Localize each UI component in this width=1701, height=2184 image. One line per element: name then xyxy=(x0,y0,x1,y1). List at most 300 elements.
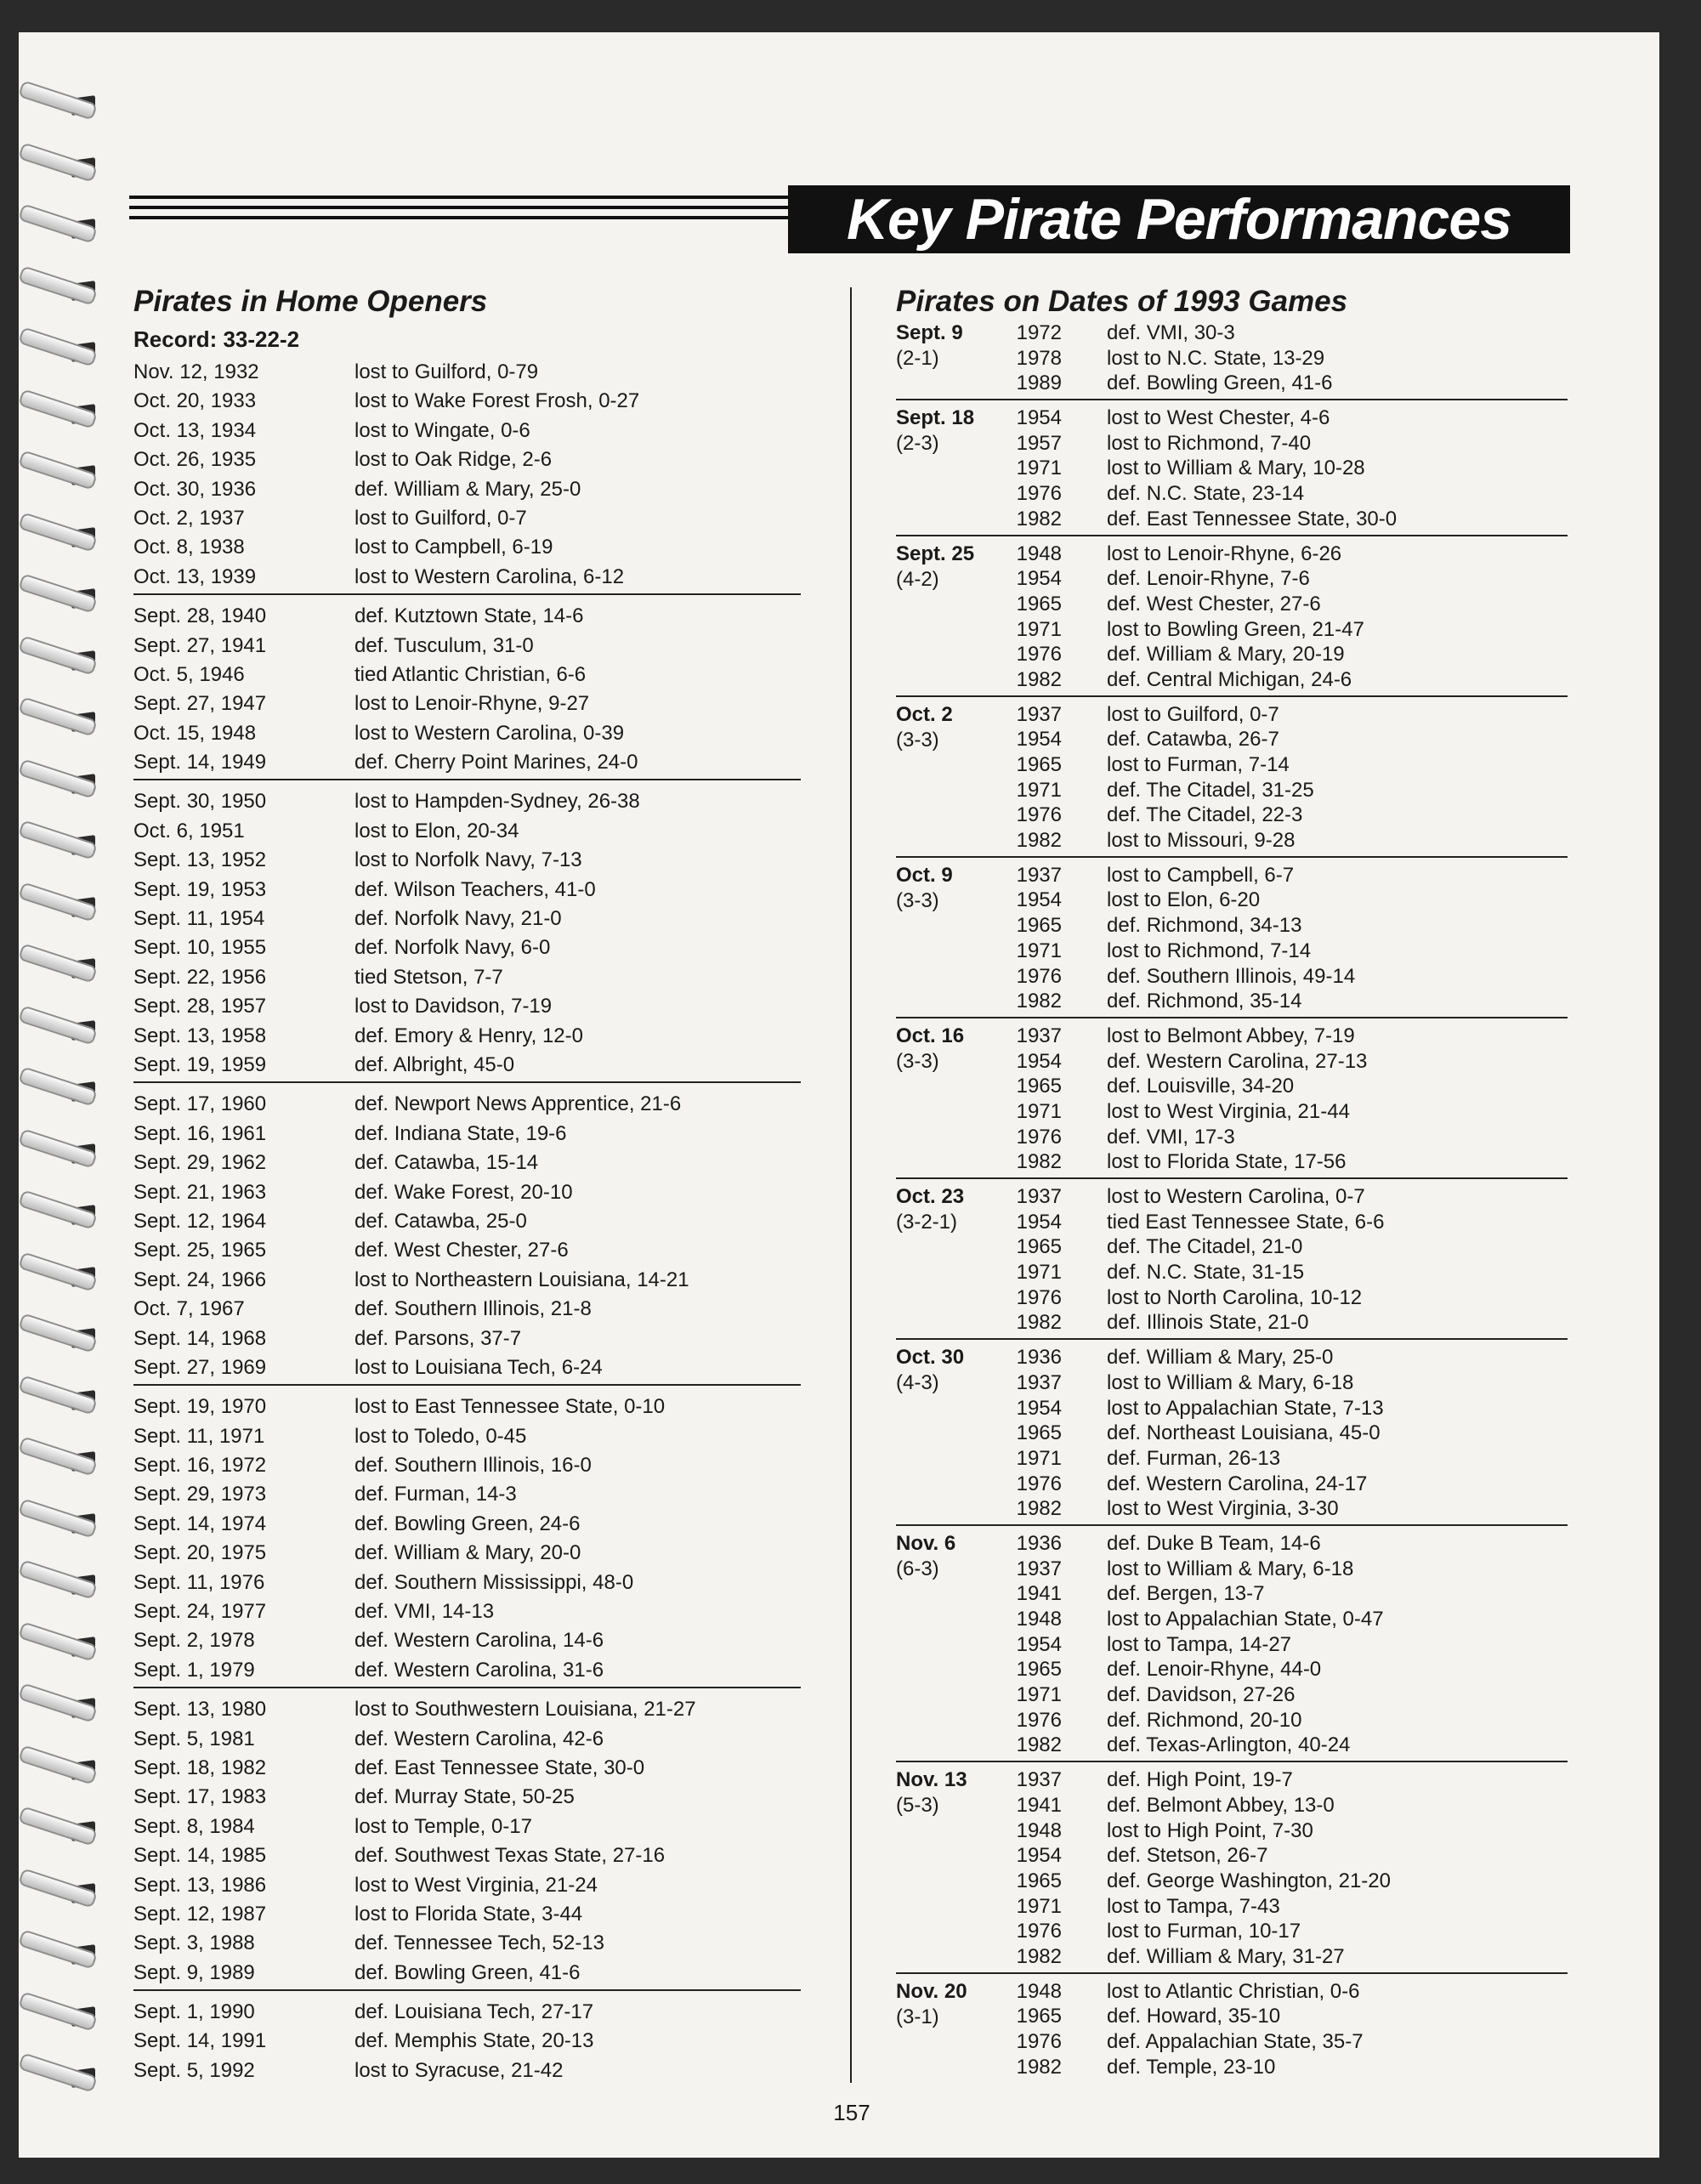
game-date: Sept. 13, 1952 xyxy=(133,848,267,872)
game-result: lost to Missouri, 9-28 xyxy=(1107,829,1296,853)
game-result: def. William & Mary, 25-0 xyxy=(1107,1346,1334,1370)
date-label: Nov. 13 xyxy=(896,1768,967,1792)
game-year: 1971 xyxy=(1016,1099,1062,1123)
game-year: 1982 xyxy=(1016,1733,1062,1757)
game-result: lost to Florida State, 17-56 xyxy=(1107,1150,1347,1174)
game-result: def. Emory & Henry, 12-0 xyxy=(354,1024,583,1047)
game-result: def. Northeast Louisiana, 45-0 xyxy=(1107,1421,1381,1445)
game-year: 1982 xyxy=(1016,990,1062,1013)
game-year: 1982 xyxy=(1016,507,1062,530)
home-opener-row xyxy=(133,1725,801,1754)
game-result: def. Howard, 35-10 xyxy=(1107,2005,1281,2028)
date-game-row xyxy=(998,1396,1568,1421)
game-result: def. Memphis State, 20-13 xyxy=(354,2029,594,2053)
game-date: Sept. 1, 1990 xyxy=(133,2000,255,2024)
game-result: def. Duke B Team, 14-6 xyxy=(1107,1531,1321,1555)
date-game-row xyxy=(998,1818,1568,1844)
home-opener-row xyxy=(133,876,801,905)
date-record: (5-3) xyxy=(896,1794,939,1818)
game-year: 1954 xyxy=(1016,1844,1062,1868)
game-result: lost to N.C. State, 13-29 xyxy=(1107,346,1325,370)
home-opener-row xyxy=(133,719,801,748)
binding-ring xyxy=(19,1748,97,1790)
date-game-row xyxy=(998,1099,1568,1125)
date-record: (2-1) xyxy=(896,347,939,370)
game-result: def. Furman, 26-13 xyxy=(1107,1446,1281,1470)
binding-ring xyxy=(19,1132,97,1174)
game-result: def. Catawba, 25-0 xyxy=(354,1209,527,1233)
game-year: 1982 xyxy=(1016,1944,1062,1968)
game-result: def. Richmond, 34-13 xyxy=(1107,914,1302,938)
game-date: Sept. 19, 1953 xyxy=(133,877,267,901)
home-opener-row xyxy=(133,1569,801,1597)
date-game-row xyxy=(998,542,1568,567)
game-year: 1982 xyxy=(1016,829,1062,853)
date-game-row xyxy=(998,346,1568,372)
game-year: 1954 xyxy=(1016,888,1062,912)
game-year: 1957 xyxy=(1016,431,1062,455)
date-record: (2-3) xyxy=(896,432,939,456)
game-date: Sept. 14, 1991 xyxy=(133,2029,267,2053)
binding-ring xyxy=(19,145,97,188)
game-result: def. Lenoir-Rhyne, 7-6 xyxy=(1107,567,1310,591)
home-opener-row xyxy=(133,417,801,445)
date-games xyxy=(998,1767,1568,1970)
game-result: def. Stetson, 26-7 xyxy=(1107,1844,1268,1868)
game-result: def. VMI, 17-3 xyxy=(1107,1125,1235,1149)
date-game-row xyxy=(998,1919,1568,1944)
game-date: Sept. 27, 1941 xyxy=(133,633,267,657)
date-game-row xyxy=(998,2029,1568,2055)
date-game-row xyxy=(998,939,1568,964)
game-date: Sept. 25, 1965 xyxy=(133,1239,267,1262)
game-result: def. Western Carolina, 24-17 xyxy=(1107,1472,1368,1495)
date-group xyxy=(896,1184,1568,1340)
game-date: Sept. 11, 1971 xyxy=(133,1424,265,1448)
date-game-row xyxy=(998,406,1568,431)
game-date: Oct. 6, 1951 xyxy=(133,819,245,842)
binding-ring xyxy=(19,1501,97,1544)
game-result: def. Wilson Teachers, 41-0 xyxy=(354,877,596,901)
game-year: 1971 xyxy=(1016,1261,1062,1285)
date-group-label xyxy=(896,542,998,693)
binding-wire xyxy=(18,573,98,613)
date-game-row xyxy=(998,803,1568,828)
binding-wire xyxy=(18,882,98,922)
date-game-row xyxy=(998,828,1568,854)
binding-wire xyxy=(18,203,98,243)
binding-wire xyxy=(18,943,98,983)
binding-ring xyxy=(19,392,97,434)
date-game-row xyxy=(998,1531,1568,1557)
date-group-label xyxy=(896,1345,998,1522)
game-result: def. VMI, 14-13 xyxy=(354,1600,495,1624)
game-year: 1972 xyxy=(1016,321,1062,344)
date-game-row xyxy=(998,1285,1568,1311)
home-opener-row xyxy=(133,1393,801,1421)
home-opener-row xyxy=(133,533,801,562)
date-group-label xyxy=(896,702,998,854)
game-result: lost to Campbell, 6-7 xyxy=(1107,863,1295,887)
game-result: lost to Guilford, 0-7 xyxy=(1107,702,1279,726)
game-result: def. The Citadel, 21-0 xyxy=(1107,1235,1303,1259)
game-result: lost to Tampa, 14-27 xyxy=(1107,1632,1292,1656)
game-year: 1976 xyxy=(1016,1285,1062,1309)
date-game-row xyxy=(998,1446,1568,1472)
date-games xyxy=(998,702,1568,854)
date-group xyxy=(896,1024,1568,1179)
game-date: Oct. 5, 1946 xyxy=(133,662,245,686)
date-games xyxy=(998,863,1568,1014)
home-opener-row xyxy=(133,1422,801,1451)
date-game-row xyxy=(998,1210,1568,1235)
binding-wire xyxy=(18,1498,98,1538)
game-year: 1971 xyxy=(1016,617,1062,641)
game-date: Oct. 26, 1935 xyxy=(133,448,257,472)
game-date: Sept. 24, 1966 xyxy=(133,1268,267,1291)
game-result: lost to Hampden-Sydney, 26-38 xyxy=(354,790,640,814)
game-year: 1976 xyxy=(1016,803,1062,827)
home-opener-row xyxy=(133,1510,801,1539)
game-year: 1965 xyxy=(1016,1235,1062,1259)
binding-ring xyxy=(19,515,97,558)
binding-ring xyxy=(19,1008,97,1051)
home-opener-row xyxy=(133,1236,801,1265)
date-group xyxy=(896,702,1568,858)
binding-ring xyxy=(19,1378,97,1421)
date-game-row xyxy=(998,1370,1568,1396)
game-result: lost to Louisiana Tech, 6-24 xyxy=(354,1355,603,1379)
home-opener-row xyxy=(133,1149,801,1177)
binding-ring xyxy=(19,83,97,126)
binding-wire xyxy=(18,1251,98,1291)
date-game-row xyxy=(998,642,1568,667)
date-game-row xyxy=(998,667,1568,693)
game-year: 1954 xyxy=(1016,728,1062,752)
game-result: def. Southern Illinois, 21-8 xyxy=(354,1297,592,1321)
game-result: def. East Tennessee State, 30-0 xyxy=(1107,507,1398,530)
date-label: Oct. 16 xyxy=(896,1024,965,1047)
date-game-row xyxy=(998,481,1568,507)
date-game-row xyxy=(998,863,1568,888)
game-date: Sept. 8, 1984 xyxy=(133,1814,255,1838)
game-result: lost to Appalachian State, 7-13 xyxy=(1107,1396,1384,1420)
binding-wire xyxy=(18,142,98,182)
game-date: Sept. 13, 1980 xyxy=(133,1698,267,1722)
home-opener-row xyxy=(133,1480,801,1509)
game-result: def. Southern Illinois, 16-0 xyxy=(354,1454,592,1478)
date-group xyxy=(896,863,1568,1018)
home-opener-row xyxy=(133,905,801,933)
game-year: 1937 xyxy=(1016,1185,1062,1208)
date-group xyxy=(896,321,1568,400)
game-date: Sept. 27, 1969 xyxy=(133,1355,267,1379)
game-result: lost to Western Carolina, 0-39 xyxy=(354,721,625,745)
game-result: def. VMI, 30-3 xyxy=(1107,321,1235,344)
game-date: Oct. 8, 1938 xyxy=(133,536,245,559)
game-year: 1965 xyxy=(1016,753,1062,776)
binding-wire xyxy=(18,758,98,798)
game-result: lost to Norfolk Navy, 7-13 xyxy=(354,848,582,872)
home-opener-row xyxy=(133,992,801,1021)
date-games xyxy=(998,1531,1568,1758)
game-date: Sept. 17, 1983 xyxy=(133,1785,267,1809)
game-result: lost to Elon, 6-20 xyxy=(1107,888,1261,912)
game-year: 1937 xyxy=(1016,1768,1062,1792)
game-result: lost to Syracuse, 21-42 xyxy=(354,2058,564,2082)
game-result: lost to Lenoir-Rhyne, 9-27 xyxy=(354,692,590,716)
game-result: def. Tusculum, 31-0 xyxy=(354,633,534,657)
game-result: def. N.C. State, 23-14 xyxy=(1107,482,1305,506)
game-year: 1976 xyxy=(1016,1708,1062,1732)
game-date: Sept. 2, 1978 xyxy=(133,1629,255,1653)
game-result: def. Wake Forest, 20-10 xyxy=(354,1180,573,1204)
date-games xyxy=(998,1024,1568,1175)
game-result: def. George Washington, 21-20 xyxy=(1107,1869,1391,1892)
dates-1993-list xyxy=(896,321,1568,2082)
home-opener-row xyxy=(133,445,801,474)
header-rule-lines xyxy=(129,196,788,226)
game-result: lost to North Carolina, 10-12 xyxy=(1107,1285,1363,1309)
binding-wire xyxy=(18,1128,98,1168)
date-game-row xyxy=(998,507,1568,532)
home-opener-row xyxy=(133,632,801,661)
home-opener-row xyxy=(133,689,801,718)
date-game-row xyxy=(998,888,1568,913)
game-year: 1971 xyxy=(1016,939,1062,962)
home-opener-row xyxy=(133,933,801,962)
game-result: lost to Wingate, 0-6 xyxy=(354,418,530,442)
date-group xyxy=(896,1531,1568,1762)
home-opener-group xyxy=(133,1090,801,1386)
binding-wire xyxy=(18,1991,98,2031)
game-result: lost to Tampa, 7-43 xyxy=(1107,1894,1280,1918)
game-year: 1937 xyxy=(1016,863,1062,887)
game-result: lost to Temple, 0-17 xyxy=(354,1814,533,1838)
game-result: lost to Northeastern Louisiana, 14-21 xyxy=(354,1268,689,1291)
game-result: def. Texas-Arlington, 40-24 xyxy=(1107,1733,1351,1757)
game-result: lost to Furman, 7-14 xyxy=(1107,753,1290,776)
date-game-row xyxy=(998,1345,1568,1370)
game-year: 1965 xyxy=(1016,2005,1062,2028)
date-label: Oct. 9 xyxy=(896,863,953,887)
date-game-row xyxy=(998,1793,1568,1818)
date-group xyxy=(896,1767,1568,1974)
game-date: Sept. 1, 1979 xyxy=(133,1658,255,1682)
game-date: Sept. 16, 1972 xyxy=(133,1454,267,1478)
home-opener-row xyxy=(133,602,801,631)
game-result: def. Bowling Green, 24-6 xyxy=(354,1512,581,1535)
game-date: Oct. 13, 1934 xyxy=(133,418,257,442)
game-result: def. Western Carolina, 31-6 xyxy=(354,1658,604,1682)
game-date: Sept. 21, 1963 xyxy=(133,1180,267,1204)
date-label: Sept. 9 xyxy=(896,321,963,344)
game-date: Sept. 14, 1974 xyxy=(133,1512,267,1535)
home-opener-group xyxy=(133,602,801,780)
game-result: lost to West Virginia, 21-24 xyxy=(354,1873,598,1897)
game-result: def. N.C. State, 31-15 xyxy=(1107,1261,1305,1285)
date-game-row xyxy=(998,1869,1568,1894)
binding-wire xyxy=(18,389,98,428)
home-opener-row xyxy=(133,1626,801,1655)
game-date: Sept. 9, 1989 xyxy=(133,1960,255,1984)
game-result: def. The Citadel, 31-25 xyxy=(1107,778,1314,802)
binding-ring xyxy=(19,207,97,249)
date-group-label xyxy=(896,406,998,531)
game-year: 1965 xyxy=(1016,1658,1062,1682)
game-result: tied Atlantic Christian, 6-6 xyxy=(354,662,587,686)
game-result: def. Indiana State, 19-6 xyxy=(354,1121,567,1145)
game-date: Sept. 28, 1940 xyxy=(133,604,267,628)
game-result: lost to High Point, 7-30 xyxy=(1107,1818,1313,1842)
game-result: lost to West Chester, 4-6 xyxy=(1107,406,1330,430)
home-opener-group xyxy=(133,1998,801,2087)
binding-ring xyxy=(19,700,97,742)
game-result: lost to Davidson, 7-19 xyxy=(354,995,553,1018)
game-result: def. William & Mary, 31-27 xyxy=(1107,1944,1345,1968)
binding-ring xyxy=(19,1316,97,1359)
binding-wire xyxy=(18,1066,98,1106)
date-game-row xyxy=(998,1944,1568,1970)
home-opener-row xyxy=(133,1841,801,1870)
game-result: lost to Richmond, 7-40 xyxy=(1107,431,1312,455)
game-year: 1976 xyxy=(1016,2030,1062,2053)
date-game-row xyxy=(998,727,1568,752)
date-game-row xyxy=(998,1557,1568,1582)
home-opener-row xyxy=(133,661,801,689)
date-game-row xyxy=(998,1472,1568,1497)
home-opener-row xyxy=(133,1783,801,1812)
game-date: Sept. 29, 1962 xyxy=(133,1151,267,1175)
game-year: 1982 xyxy=(1016,667,1062,691)
date-game-row xyxy=(998,1125,1568,1150)
binding-ring xyxy=(19,1255,97,1297)
date-games xyxy=(998,1979,1568,2080)
game-date: Sept. 24, 1977 xyxy=(133,1600,267,1624)
game-result: def. William & Mary, 20-19 xyxy=(1107,643,1345,667)
home-openers-heading: Pirates in Home Openers xyxy=(133,285,488,318)
game-year: 1948 xyxy=(1016,1608,1062,1631)
home-opener-row xyxy=(133,1754,801,1783)
binding-wire xyxy=(18,1559,98,1599)
game-result: def. Western Carolina, 42-6 xyxy=(354,1727,604,1750)
game-year: 1976 xyxy=(1016,1920,1062,1943)
game-year: 1971 xyxy=(1016,1446,1062,1470)
game-result: def. Central Michigan, 24-6 xyxy=(1107,667,1352,691)
game-result: lost to West Virginia, 3-30 xyxy=(1107,1497,1339,1521)
home-opener-row xyxy=(133,1325,801,1353)
page-header xyxy=(129,185,1570,253)
home-opener-row xyxy=(133,1812,801,1841)
game-year: 1936 xyxy=(1016,1531,1062,1555)
game-year: 1965 xyxy=(1016,914,1062,938)
game-result: lost to Guilford, 0-7 xyxy=(354,506,527,530)
game-date: Sept. 20, 1975 xyxy=(133,1541,267,1565)
game-result: lost to West Virginia, 21-44 xyxy=(1107,1099,1350,1123)
date-label: Nov. 6 xyxy=(896,1531,956,1555)
date-game-row xyxy=(998,1234,1568,1260)
date-game-row xyxy=(998,1767,1568,1793)
home-opener-row xyxy=(133,2027,801,2056)
game-result: def. Louisiana Tech, 27-17 xyxy=(354,2000,594,2024)
game-result: def. Bowling Green, 41-6 xyxy=(1107,372,1333,395)
game-year: 1976 xyxy=(1016,964,1062,988)
game-result: lost to Toledo, 0-45 xyxy=(354,1424,527,1448)
date-game-row xyxy=(998,1049,1568,1075)
date-game-row xyxy=(998,778,1568,803)
game-result: def. William & Mary, 25-0 xyxy=(354,477,581,501)
game-date: Sept. 28, 1957 xyxy=(133,995,267,1018)
game-year: 1937 xyxy=(1016,1024,1062,1047)
game-result: def. East Tennessee State, 30-0 xyxy=(354,1756,645,1779)
home-opener-row xyxy=(133,1900,801,1929)
date-game-row xyxy=(998,1607,1568,1632)
game-result: def. West Chester, 27-6 xyxy=(354,1239,569,1262)
page-number: 157 xyxy=(833,2100,870,2125)
game-year: 1982 xyxy=(1016,1311,1062,1335)
game-result: def. Catawba, 15-14 xyxy=(354,1151,539,1175)
game-result: def. Belmont Abbey, 13-0 xyxy=(1107,1793,1335,1817)
game-year: 1937 xyxy=(1016,1370,1062,1394)
game-result: def. Southern Mississippi, 48-0 xyxy=(354,1570,634,1594)
game-result: def. Richmond, 35-14 xyxy=(1107,990,1302,1013)
game-date: Sept. 13, 1958 xyxy=(133,1024,267,1047)
game-year: 1965 xyxy=(1016,1421,1062,1445)
date-game-row xyxy=(998,1184,1568,1210)
game-year: 1965 xyxy=(1016,592,1062,615)
date-game-row xyxy=(998,1496,1568,1522)
home-opener-row xyxy=(133,1207,801,1236)
home-openers-list xyxy=(133,358,801,2087)
game-result: lost to Guilford, 0-79 xyxy=(354,360,539,383)
home-opener-row xyxy=(133,1656,801,1685)
binding-wire xyxy=(18,512,98,552)
game-year: 1954 xyxy=(1016,1049,1062,1073)
game-date: Sept. 22, 1956 xyxy=(133,965,267,989)
game-result: def. Norfolk Navy, 21-0 xyxy=(354,907,562,931)
home-opener-row xyxy=(133,817,801,846)
game-year: 1976 xyxy=(1016,482,1062,506)
game-year: 1982 xyxy=(1016,2055,1062,2079)
binding-wire xyxy=(18,1189,98,1229)
date-record: (3-2-1) xyxy=(896,1211,958,1234)
home-opener-row xyxy=(133,387,801,416)
game-date: Sept. 18, 1982 xyxy=(133,1756,267,1779)
game-date: Sept. 5, 1992 xyxy=(133,2058,255,2082)
game-result: def. Richmond, 20-10 xyxy=(1107,1708,1302,1732)
home-opener-row xyxy=(133,504,801,533)
game-year: 1978 xyxy=(1016,346,1062,370)
game-result: lost to Belmont Abbey, 7-19 xyxy=(1107,1024,1355,1047)
date-game-row xyxy=(998,566,1568,592)
date-group-label xyxy=(896,1184,998,1336)
binding-ring xyxy=(19,1193,97,1235)
game-year: 1954 xyxy=(1016,1396,1062,1420)
game-year: 1971 xyxy=(1016,1683,1062,1707)
game-year: 1982 xyxy=(1016,1497,1062,1521)
game-result: lost to Lenoir-Rhyne, 6-26 xyxy=(1107,542,1342,565)
home-opener-row xyxy=(133,1597,801,1626)
date-group xyxy=(896,1979,1568,2083)
game-result: lost to Western Carolina, 6-12 xyxy=(354,564,625,588)
date-game-row xyxy=(998,1632,1568,1658)
date-game-row xyxy=(998,1260,1568,1285)
game-year: 1971 xyxy=(1016,778,1062,802)
game-result: def. Western Carolina, 14-6 xyxy=(354,1629,604,1653)
home-opener-row xyxy=(133,846,801,875)
date-label: Sept. 25 xyxy=(896,542,975,565)
date-record: (6-3) xyxy=(896,1557,939,1580)
